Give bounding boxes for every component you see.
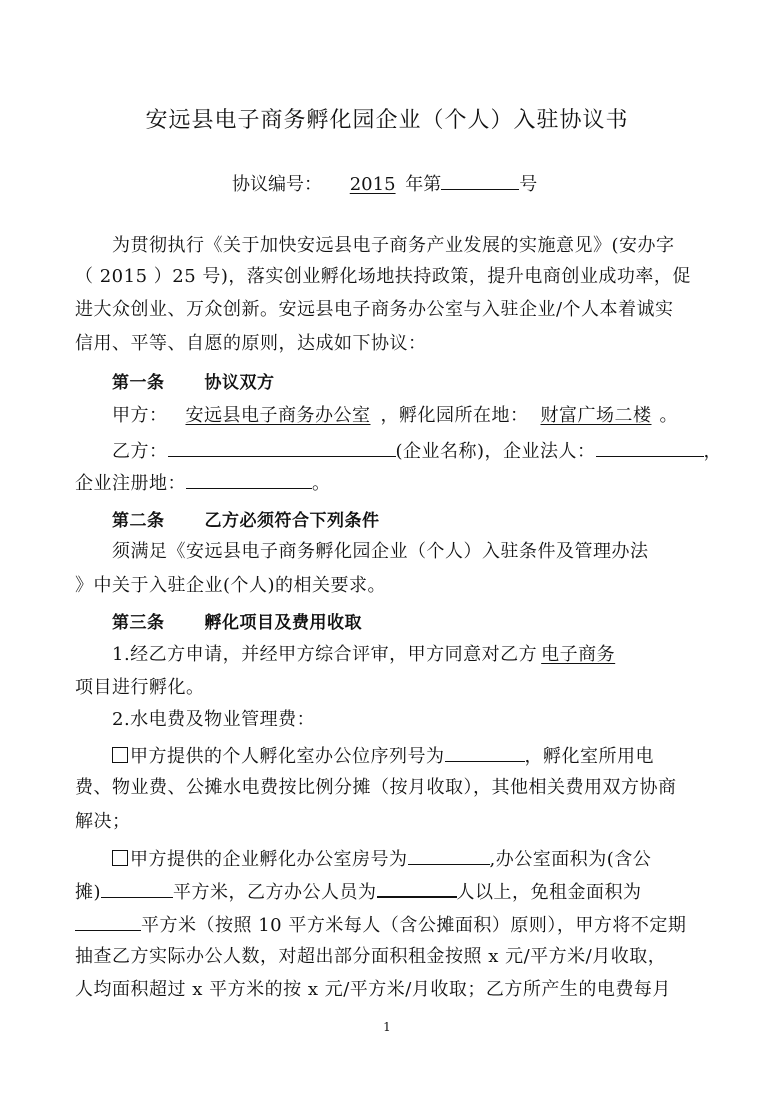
option-2-l2-c: 人以上，免租金面积为	[456, 882, 642, 903]
preamble-line-2: （ 2015 ）25 号)，落实创业孵化场地扶持政策，提升电商创业成功率，促	[75, 266, 691, 287]
party-a-line	[112, 404, 742, 428]
legal-person-blank	[596, 438, 704, 457]
article-3-item-2: 2.水电费及物业管理费：	[112, 709, 316, 730]
article-3-item-1-cont: 项目进行孵化。	[75, 677, 205, 698]
article-2-heading	[112, 509, 742, 533]
option-1-text-b: ，孵化室所用电	[524, 746, 654, 767]
page-number: 1	[383, 1020, 391, 1034]
option-2-l3-b: 平方米（按照 10 平方米每人（含公摊面积）原则），甲方将不定期	[141, 915, 687, 936]
party-a-label: 甲方：	[112, 405, 168, 426]
party-b-line: 乙方： (企业名称)，企业法人： ，	[112, 438, 742, 464]
option-1-line-1	[112, 743, 742, 769]
location-label: ，孵化园所在地：	[380, 405, 529, 426]
option-2-l2-a: 摊)	[75, 882, 102, 903]
agreement-number-suffix: 号	[519, 174, 538, 195]
party-b-label: 乙方：	[112, 441, 168, 462]
option-2-line-3	[75, 912, 705, 938]
party-b-name-note: (企业名称)，企业法人：	[395, 441, 596, 462]
seat-number-blank	[445, 743, 525, 762]
article-1-heading	[112, 371, 742, 395]
article-2-title: 乙方必须符合下列条件	[204, 511, 380, 531]
area-blank	[101, 879, 173, 898]
option-2-line-1	[112, 846, 742, 872]
room-number-blank	[408, 846, 490, 865]
article-2-line-2: 》中关于入驻企业(个人)的相关要求。	[75, 575, 387, 596]
item-1-text: 1.经乙方申请，并经甲方综合评审，甲方同意对乙方	[112, 644, 538, 665]
location-end: 。	[659, 405, 678, 426]
article-3-item-1	[112, 643, 742, 667]
agreement-number-blank	[441, 171, 519, 190]
registered-line	[75, 470, 705, 496]
option-1-line-2: 费、物业费、公摊水电费按比例分摊（按月收取），其他相关费用双方协商	[75, 777, 677, 798]
agreement-number-mid: 年第	[405, 174, 442, 195]
location-value: 财富广场二楼	[540, 405, 652, 426]
option-2-line-4: 抽查乙方实际办公人数，对超出部分面积租金按照 x 元/平方米/月收取，	[75, 946, 667, 967]
preamble-line-4: 信用、平等、自愿的原则，达成如下协议：	[75, 333, 427, 354]
registered-blank	[186, 470, 312, 489]
article-1-title: 协议双方	[204, 373, 275, 393]
registered-label: 企业注册地：	[75, 473, 186, 494]
document-title: 安远县电子商务孵化园企业（个人）入驻协议书	[145, 108, 629, 133]
option-2-line-2	[75, 878, 705, 905]
item-1-project: 电子商务	[541, 644, 616, 665]
option-2-line-5: 人均面积超过 x 平方米的按 x 元/平方米/月收取；乙方所产生的电费每月	[75, 979, 671, 1000]
option-1-text-a: 甲方提供的个人孵化室办公位序列号为	[130, 746, 445, 767]
article-3-number: 第三条	[112, 613, 165, 633]
agreement-number	[232, 170, 537, 196]
article-3-title: 孵化项目及费用收取	[204, 613, 362, 633]
article-1-number: 第一条	[112, 373, 165, 393]
preamble-line-3: 进大众创业、万众创新。安远县电子商务办公室与入驻企业/个人本着诚实	[75, 299, 674, 320]
party-b-name-blank	[168, 438, 396, 457]
party-a-value: 安远县电子商务办公室	[185, 405, 371, 426]
agreement-number-label: 协议编号：	[232, 174, 322, 195]
option-2-text-a: 甲方提供的企业孵化办公室房号为	[130, 849, 408, 870]
registered-end: 。	[312, 473, 331, 494]
option-2-l2-b: 平方米，乙方办公人员为	[173, 882, 377, 903]
option-1-line-3: 解决；	[75, 811, 131, 832]
agreement-year: 2015	[349, 174, 396, 195]
free-area-blank	[75, 912, 141, 931]
article-2-line-1: 须满足《安远县电子商务孵化园企业（个人）入驻条件及管理办法	[112, 541, 649, 562]
option-2-text-b: ,办公室面积为(含公	[489, 849, 652, 870]
option-2-checkbox[interactable]	[112, 850, 128, 866]
article-2-number: 第二条	[112, 511, 165, 531]
article-3-heading	[112, 611, 742, 635]
staff-count-blank	[377, 878, 457, 898]
preamble-line-1: 为贯彻执行《关于加快安远县电子商务产业发展的实施意见》(安办字	[112, 235, 675, 256]
option-1-checkbox[interactable]	[112, 747, 128, 763]
